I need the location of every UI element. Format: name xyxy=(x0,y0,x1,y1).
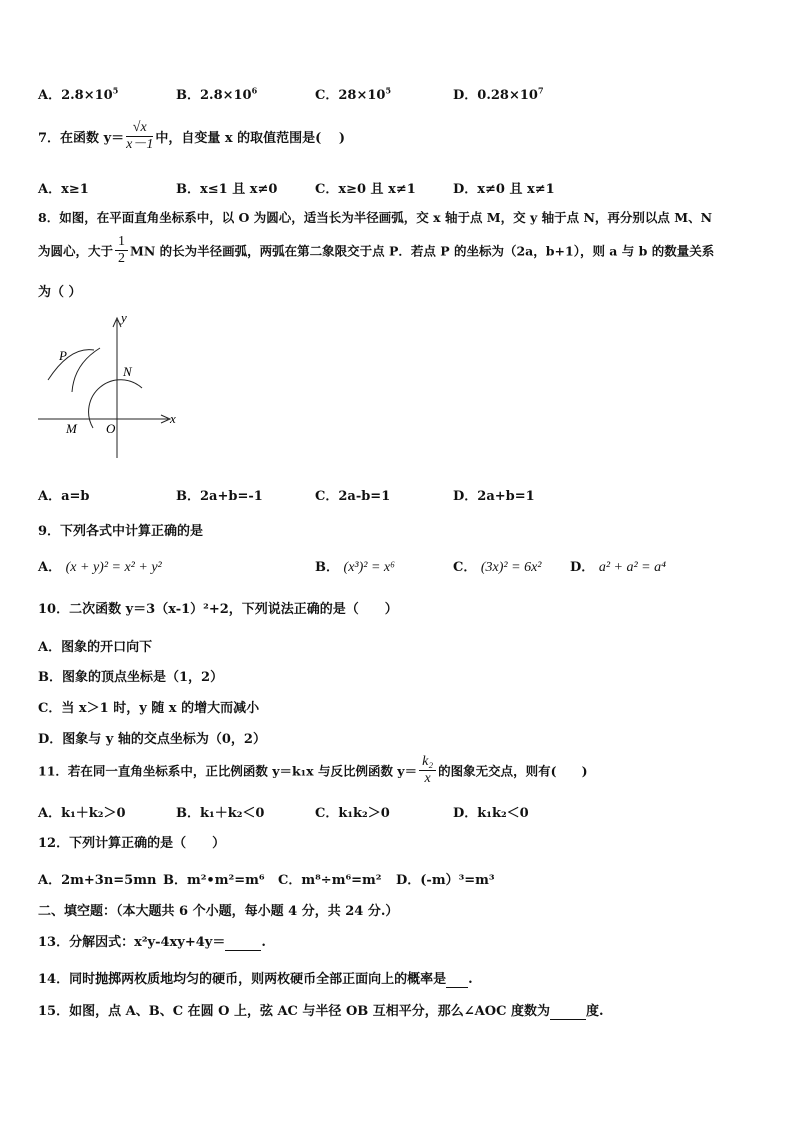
q9-option-a: A． (x + y)² = x² + y² xyxy=(38,560,162,575)
q8-option-c: C．2a-b=1 xyxy=(315,489,391,504)
arc-from-m xyxy=(72,348,100,392)
q11-option-a: A．k₁＋k₂＞0 xyxy=(38,806,126,821)
q9-option-c: C． (3x)² = 6x² xyxy=(453,560,542,575)
q7-option-c: C．x≥0 且 x≠1 xyxy=(315,182,416,197)
q6-option-c: C．$28\times 10^5$ xyxy=(315,85,392,103)
q7-option-a: A．x≥1 xyxy=(38,182,89,197)
q8-option-a: A．a=b xyxy=(38,489,90,504)
q6-option-b: B．$2.8\times 10^6$ xyxy=(176,85,258,103)
q11-option-b: B．k₁＋k₂＜0 xyxy=(176,806,265,821)
q14-stem: 14．同时抛掷两枚质地均匀的硬币，则两枚硬币全部正面向上的概率是 . xyxy=(38,972,473,987)
q14-answer-blank[interactable] xyxy=(446,972,468,988)
label-n: N xyxy=(123,364,132,379)
q7-option-b: B．x≤1 且 x≠0 xyxy=(176,182,278,197)
q9-stem: 9．下列各式中计算正确的是 xyxy=(38,524,204,539)
q10-option-a: A．图象的开口向下 xyxy=(38,640,153,655)
label-x: x xyxy=(170,411,176,426)
q10-option-d: D．图象与 y 轴的交点坐标为（0，2） xyxy=(38,732,266,747)
q8-stem-line2: 为圆心，大于 $\frac{1}{2}$ MN 的长为半径画弧，两弧在第二象限交于点 P．若点 P 的坐标为（2a，b+1），则 a 与 b 的数量关系 xyxy=(38,234,715,266)
q11-option-d: D．k₁k₂＜0 xyxy=(453,806,529,821)
q6-option-a: A．$2.8\times 10^5$ xyxy=(38,85,119,103)
q7-option-d: D．x≠0 且 x≠1 xyxy=(453,182,555,197)
q8-stem-line3: 为（ ） xyxy=(38,285,82,300)
q12-stem: 12．下列计算正确的是（ ） xyxy=(38,836,226,851)
q12-option-a: A．2m+3n=5mn xyxy=(38,873,157,888)
q8-stem-line1: 8．如图，在平面直角坐标系中，以 O 为圆心，适当长为半径画弧，交 x 轴于点 M，交 y 轴于点 N，再分别以点 M、N xyxy=(38,210,712,225)
label-p: P xyxy=(59,348,67,363)
q8-figure xyxy=(30,308,190,468)
q8-option-b: B．2a+b=-1 xyxy=(176,489,263,504)
q8-option-d: D．2a+b=1 xyxy=(453,489,535,504)
q7-fraction: $\frac{√x}{x-1}$ xyxy=(126,120,154,152)
q11-option-c: C．k₁k₂＞0 xyxy=(315,806,390,821)
q15-answer-blank[interactable] xyxy=(550,1004,586,1020)
q6-option-d: D．$0.28\times 10^7$ xyxy=(453,85,544,103)
q10-stem: 10．二次函数 y＝3（x-1）²+2，下列说法正确的是（ ） xyxy=(38,602,398,617)
q9-option-b: B． (x³)² = x⁶ xyxy=(315,560,395,575)
q11-fraction: $\frac{\text{k₂}}{x}$ xyxy=(419,754,436,787)
q15-stem: 15．如图，点 A、B、C 在圆 O 上，弦 AC 与半径 OB 互相平分，那么∠AOC 度数为 度. xyxy=(38,1004,604,1019)
q10-option-c: C．当 x＞1 时，y 随 x 的增大而减小 xyxy=(38,701,260,716)
section-2-heading: 二、填空题：（本大题共 6 个小题，每小题 4 分，共 24 分.） xyxy=(38,904,399,919)
q12-option-b: B．m²•m²=m⁶ xyxy=(163,873,265,888)
q8-fraction-half: $\frac{1}{2}$ xyxy=(115,234,128,267)
q11-stem: 11．若在同一直角坐标系中，正比例函数 y＝k₁x 与反比例函数 y＝ $\frac{\text{k₂}}{x}$ 的图象无交点，则有( ) xyxy=(38,754,588,786)
q13-stem: 13．分解因式：x²y-4xy+4y＝ . xyxy=(38,935,266,950)
q7-stem: 7．在函数 y＝ $\frac{√x}{x-1}$ 中，自变量 x 的取值范围是( ) xyxy=(38,120,345,152)
arc-from-n xyxy=(48,350,94,380)
q13-answer-blank[interactable] xyxy=(225,935,261,951)
q10-option-b: B．图象的顶点坐标是（1，2） xyxy=(38,670,224,685)
label-y: y xyxy=(121,310,127,325)
q12-option-d: D．(-m）³=m³ xyxy=(396,873,495,888)
label-o: O xyxy=(106,421,116,436)
label-m: M xyxy=(66,421,77,436)
q9-option-d: D． a² + a² = a⁴ xyxy=(570,560,666,575)
q12-option-c: C．m⁸÷m⁶=m² xyxy=(278,873,382,888)
